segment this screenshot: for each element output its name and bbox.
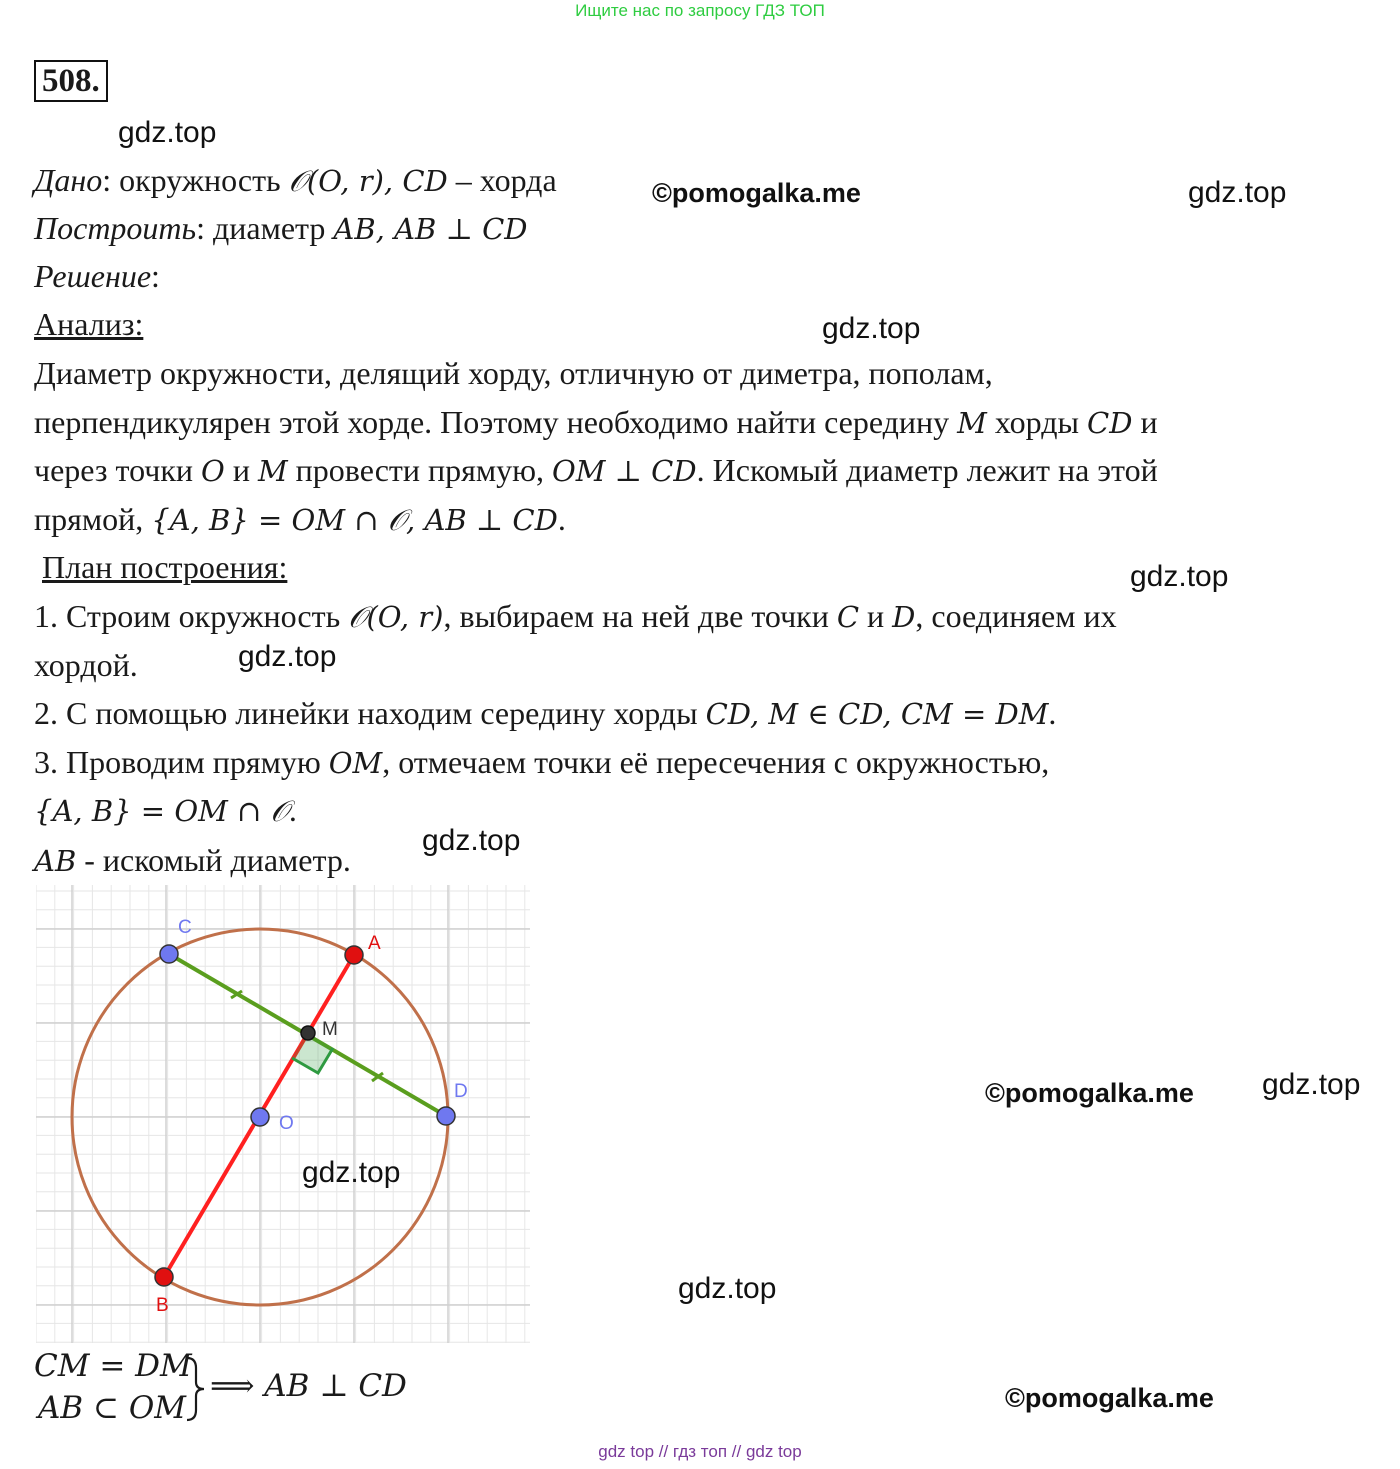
plan-step-4: AB - искомый диаметр. [34,842,351,878]
math-midpoint-expr: CD, M ∈ CD, CM = DM [705,697,1049,731]
construct-expr: AB, AB ⊥ CD [333,212,528,246]
label-a: A [368,933,381,954]
top-banner: Ищите нас по запросу ГДЗ ТОП [575,1,825,20]
watermark-gdz: gdz.top [1188,176,1287,209]
analysis-line-1: Диаметр окружности, делящий хорду, отличную от диметра, пополам, [34,355,993,391]
given-label: Дано [34,162,103,198]
plan-step-3-cont: {A, B} = OM ∩ 𝒪. [34,792,297,828]
point-c [160,945,178,963]
given-tail: – хорда [447,162,557,198]
analysis-line-2: перпендикулярен этой хорде. Поэтому необходимо найти середину M хорды CD и [34,404,1158,440]
analysis-line-4: прямой, {A, B} = OM ∩ 𝒪, AB ⊥ CD. [34,501,566,537]
label-d: D [454,1081,468,1102]
math-circle: 𝒪(O, r) [348,600,444,634]
solution-label: Решение [34,258,152,294]
math-cd: CD [1087,406,1133,440]
solution-line: Решение: [34,258,160,294]
point-d [437,1107,455,1125]
watermark-gdz: gdz.top [302,1156,401,1189]
conclusion-eq-2: AB ⊂ OM [38,1390,187,1426]
brace-icon [184,1356,206,1422]
plan-step-1-cont: хордой. [34,647,138,683]
watermark-gdz: gdz.top [118,116,217,149]
plan-step-2: 2. С помощью линейки находим середину хорды CD, M ∈ CD, CM = DM. [34,695,1057,731]
plan-step-1: 1. Строим окружность 𝒪(O, r), выбираем на ней две точки C и D, соединяем их [34,598,1117,634]
math-om: OM [328,746,383,780]
conclusion-result: ⟹ AB ⊥ CD [210,1368,407,1404]
watermark-gdz: gdz.top [1130,560,1229,593]
watermark-pomogalka: ©pomogalka.me [652,178,861,208]
label-m: M [322,1019,338,1040]
math-intersection: {A, B} = OM ∩ 𝒪 [34,794,289,828]
point-o [251,1108,269,1126]
construct-label: Построить [34,210,197,246]
given-expr: 𝒪(O, r), CD [288,164,448,198]
footer: gdz top // гдз топ // gdz top [598,1442,802,1461]
construction-figure [36,885,531,1345]
label-b: B [156,1295,169,1316]
given-text: : окружность [102,162,289,198]
watermark-pomogalka: ©pomogalka.me [1005,1383,1214,1413]
problem-number-value: 508 [42,63,92,99]
math-d: D [892,600,916,634]
math-set-expr: {A, B} = OM ∩ 𝒪, AB ⊥ CD [151,503,558,537]
watermark-gdz: gdz.top [822,312,921,345]
label-o: O [279,1113,294,1134]
conclusion-eq-1: CM = DM [34,1348,192,1384]
watermark-pomogalka: ©pomogalka.me [985,1078,1194,1108]
watermark-gdz: gdz.top [678,1272,777,1305]
construct-line [34,208,528,249]
math-ab: AB [34,844,77,878]
plan-heading: План построения: [42,549,288,585]
given-line [34,160,557,201]
point-m [301,1026,315,1040]
analysis-line-3: через точки O и M провести прямую, OM ⊥ CD. Искомый диаметр лежит на этой [34,452,1158,488]
label-c: C [178,917,192,938]
watermark-gdz: gdz.top [1262,1068,1361,1101]
analysis-heading: Анализ: [34,306,144,342]
point-b [155,1268,173,1286]
math-om-perp-cd: OM ⊥ CD [552,454,697,488]
point-a [345,946,363,964]
watermark-gdz: gdz.top [238,640,337,673]
plan-step-3: 3. Проводим прямую OM, отмечаем точки её пересечения с окружностью, [34,744,1050,780]
watermark-gdz: gdz.top [422,824,521,857]
math-m: M [957,406,987,440]
math-c: C [836,600,860,634]
math-m: M [257,454,288,488]
problem-number: 508. [34,60,108,102]
construct-text: : диаметр [196,210,334,246]
math-o: O [201,454,225,488]
